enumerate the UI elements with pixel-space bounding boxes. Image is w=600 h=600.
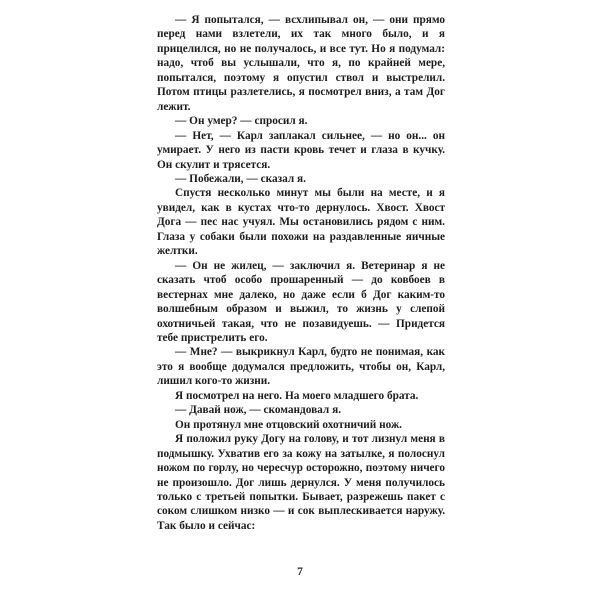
paragraph: — Я попытался, — всхлипывал он, — они прямо перед нами взлетели, их так много было, и я прицелился, но не получалось, и все тут. Но я подумал: надо, чтоб вы услышали, что я, по крайней мере, попытался, поэтому я опустил ствол и выстрелил. Потом птицы разлетелись, я посмотрел вниз, а там Дог лежит.: [157, 14, 445, 113]
paragraph: Он протянул мне отцовский охотничий нож.: [175, 418, 402, 431]
paragraph: — Давай нож, — скомандовал я.: [175, 404, 341, 417]
page-number: 7: [297, 566, 303, 578]
paragraph: — Побежали, — сказал я.: [175, 172, 306, 185]
paragraph: Спустя несколько минут мы были на месте, и я увидел, как в кустах что-то дернулось. Хвост. Хвост Дога — пес нас учуял. Мы остановились рядом с ним. Глаза у собаки были похожи на раздавленные яичные желтки.: [157, 187, 445, 258]
paragraph: Я положил руку Догу на голову, и тот лизнул меня в подмышку. Ухватив его за кожу на затылке, я полоснул ножом по горлу, но чересчур осторожно, поэтому ничего не произошло. Дог лишь дернулся. У меня получилось только с третьей попытки. Бывает, разрежешь пакет с соком слишком низко — и сок выплескивается наружу. Так было и сейчас:: [157, 433, 445, 532]
paragraph: — Он не жилец, — заключил я. Ветеринар я не сказать чтоб особо прошаренный — до ковбоев в вестернах мне далеко, но даже если б Дог каким-то волшебным образом и выжил, то жизнь у слепой охотничьей такая, что не позавидуешь. — Придется тебе пристрелить его.: [157, 259, 445, 344]
paragraph: — Мне? — выкрикнул Карл, будто не понимая, как это я вообще додумался предложить, чтобы он, Карл, лишил кого-то жизни.: [157, 346, 445, 388]
paragraph: Я посмотрел на него. На моего младшего брата.: [175, 389, 419, 402]
page-text-block: [157, 13, 445, 533]
paragraph: — Он умер? — спросил я.: [175, 115, 308, 128]
paragraph: — Нет, — Карл заплакал сильнее, — но он... он умирает. У него из пасти кровь течет и глаза в кучку. Он скулит и трясется.: [157, 129, 445, 171]
